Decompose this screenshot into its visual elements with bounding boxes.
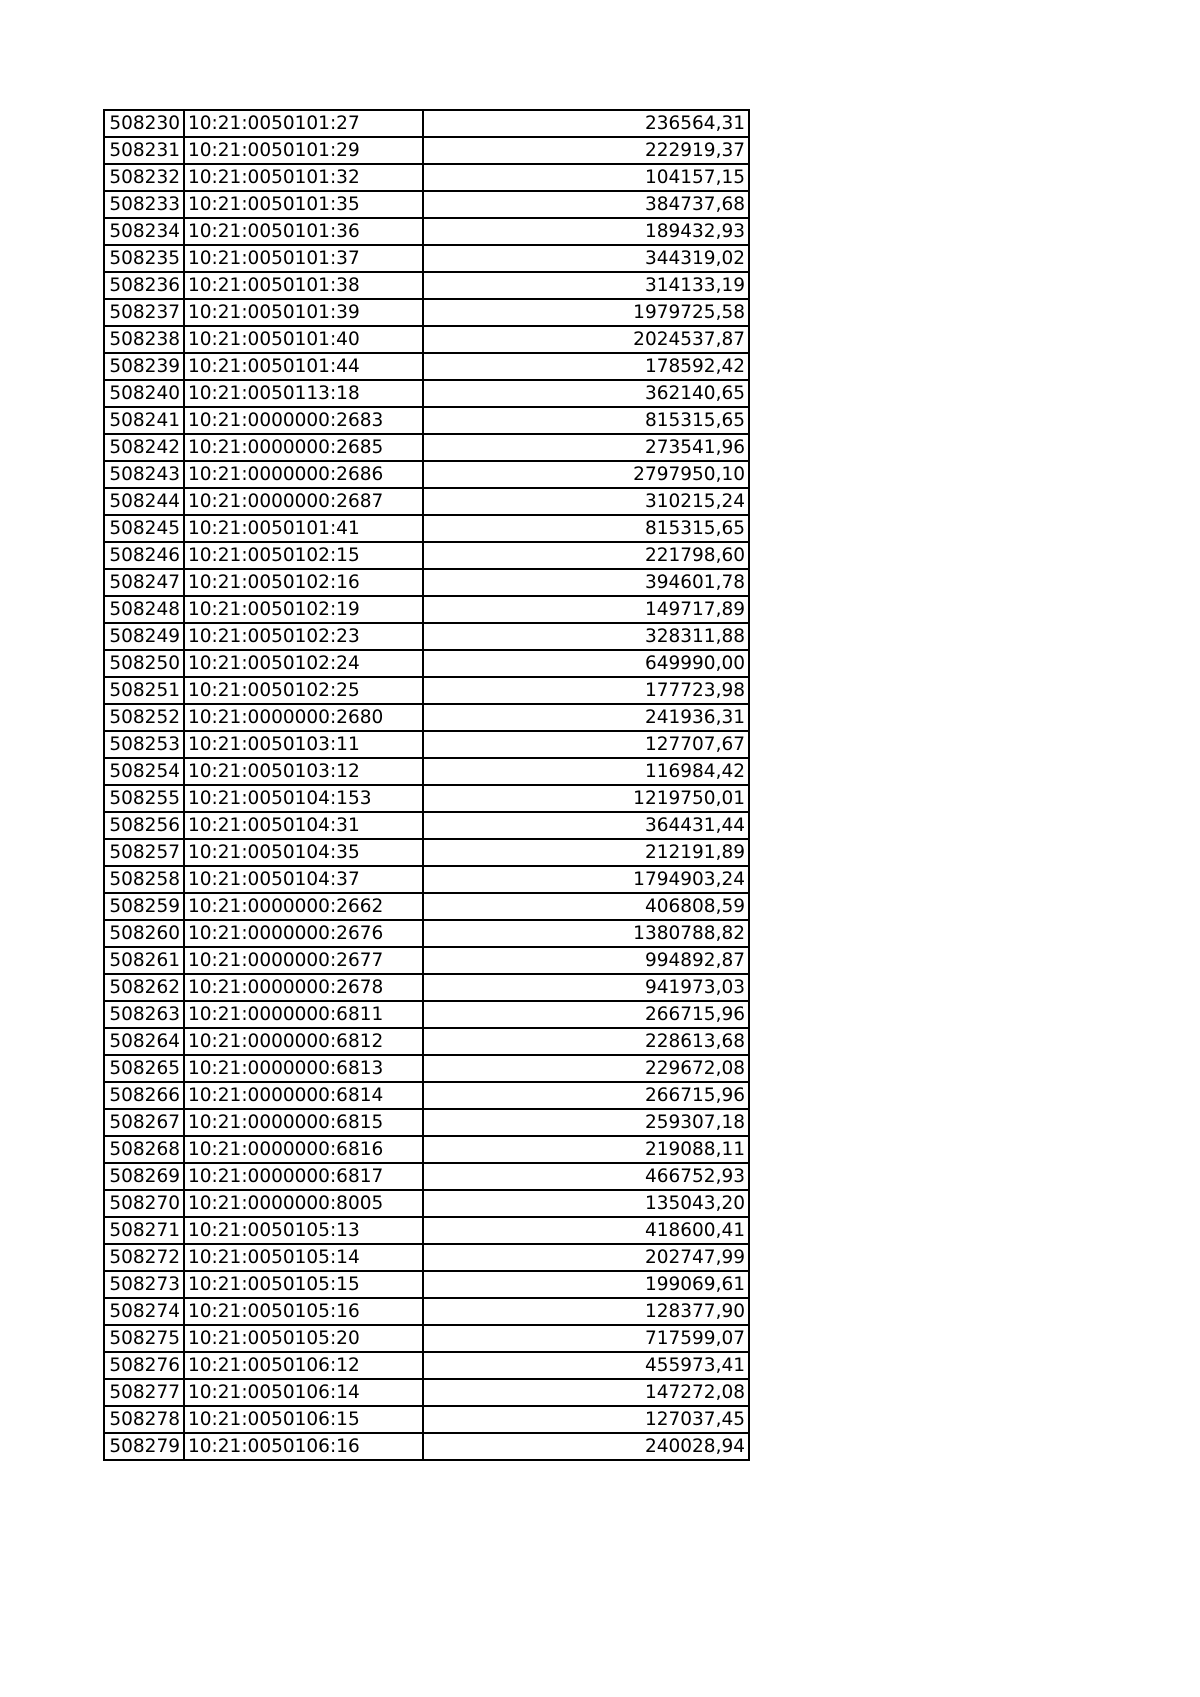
table-row xyxy=(104,515,749,542)
value-cell: 202747,99 xyxy=(423,1244,749,1271)
row-id-cell: 508245 xyxy=(104,515,184,542)
row-id-cell: 508277 xyxy=(104,1379,184,1406)
table-body xyxy=(104,110,749,1460)
table-row xyxy=(104,812,749,839)
row-id-cell: 508267 xyxy=(104,1109,184,1136)
row-id-cell: 508262 xyxy=(104,974,184,1001)
table-row xyxy=(104,218,749,245)
table-row xyxy=(104,326,749,353)
value-cell: 266715,96 xyxy=(423,1082,749,1109)
table-row xyxy=(104,299,749,326)
cadastral-number-cell: 10:21:0000000:8005 xyxy=(184,1190,423,1217)
cadastral-number-cell: 10:21:0050104:35 xyxy=(184,839,423,866)
value-cell: 384737,68 xyxy=(423,191,749,218)
value-cell: 222919,37 xyxy=(423,137,749,164)
table-row xyxy=(104,1001,749,1028)
value-cell: 273541,96 xyxy=(423,434,749,461)
table-row xyxy=(104,947,749,974)
value-cell: 418600,41 xyxy=(423,1217,749,1244)
value-cell: 104157,15 xyxy=(423,164,749,191)
row-id-cell: 508235 xyxy=(104,245,184,272)
value-cell: 236564,31 xyxy=(423,110,749,137)
value-cell: 240028,94 xyxy=(423,1433,749,1460)
cadastral-number-cell: 10:21:0000000:2678 xyxy=(184,974,423,1001)
value-cell: 310215,24 xyxy=(423,488,749,515)
row-id-cell: 508254 xyxy=(104,758,184,785)
row-id-cell: 508278 xyxy=(104,1406,184,1433)
cadastral-number-cell: 10:21:0050104:37 xyxy=(184,866,423,893)
cadastral-number-cell: 10:21:0000000:6812 xyxy=(184,1028,423,1055)
value-cell: 177723,98 xyxy=(423,677,749,704)
row-id-cell: 508279 xyxy=(104,1433,184,1460)
row-id-cell: 508271 xyxy=(104,1217,184,1244)
row-id-cell: 508270 xyxy=(104,1190,184,1217)
cadastral-number-cell: 10:21:0000000:6811 xyxy=(184,1001,423,1028)
value-cell: 2797950,10 xyxy=(423,461,749,488)
cadastral-number-cell: 10:21:0050101:40 xyxy=(184,326,423,353)
cadastral-number-cell: 10:21:0050104:31 xyxy=(184,812,423,839)
table-row xyxy=(104,839,749,866)
cadastral-number-cell: 10:21:0000000:2683 xyxy=(184,407,423,434)
cadastral-number-cell: 10:21:0000000:2685 xyxy=(184,434,423,461)
table-row xyxy=(104,1379,749,1406)
cadastral-number-cell: 10:21:0050101:41 xyxy=(184,515,423,542)
row-id-cell: 508237 xyxy=(104,299,184,326)
cadastral-number-cell: 10:21:0050105:15 xyxy=(184,1271,423,1298)
cadastral-number-cell: 10:21:0000000:6813 xyxy=(184,1055,423,1082)
table-row xyxy=(104,1406,749,1433)
row-id-cell: 508255 xyxy=(104,785,184,812)
row-id-cell: 508263 xyxy=(104,1001,184,1028)
row-id-cell: 508230 xyxy=(104,110,184,137)
table-row xyxy=(104,380,749,407)
value-cell: 815315,65 xyxy=(423,515,749,542)
cadastral-number-cell: 10:21:0050101:32 xyxy=(184,164,423,191)
cadastral-number-cell: 10:21:0050102:19 xyxy=(184,596,423,623)
row-id-cell: 508247 xyxy=(104,569,184,596)
value-cell: 212191,89 xyxy=(423,839,749,866)
cadastral-number-cell: 10:21:0050102:23 xyxy=(184,623,423,650)
table-row xyxy=(104,1244,749,1271)
table-row xyxy=(104,1028,749,1055)
value-cell: 178592,42 xyxy=(423,353,749,380)
row-id-cell: 508238 xyxy=(104,326,184,353)
cadastral-number-cell: 10:21:0050105:20 xyxy=(184,1325,423,1352)
value-cell: 128377,90 xyxy=(423,1298,749,1325)
value-cell: 219088,11 xyxy=(423,1136,749,1163)
value-cell: 199069,61 xyxy=(423,1271,749,1298)
cadastral-number-cell: 10:21:0050101:37 xyxy=(184,245,423,272)
value-cell: 394601,78 xyxy=(423,569,749,596)
value-cell: 344319,02 xyxy=(423,245,749,272)
row-id-cell: 508261 xyxy=(104,947,184,974)
cadastral-number-cell: 10:21:0000000:6817 xyxy=(184,1163,423,1190)
table-row xyxy=(104,650,749,677)
cadastral-number-cell: 10:21:0050105:13 xyxy=(184,1217,423,1244)
value-cell: 362140,65 xyxy=(423,380,749,407)
cadastral-number-cell: 10:21:0050106:16 xyxy=(184,1433,423,1460)
row-id-cell: 508256 xyxy=(104,812,184,839)
value-cell: 466752,93 xyxy=(423,1163,749,1190)
value-cell: 1794903,24 xyxy=(423,866,749,893)
cadastral-number-cell: 10:21:0050101:44 xyxy=(184,353,423,380)
value-cell: 649990,00 xyxy=(423,650,749,677)
cadastral-number-cell: 10:21:0050101:38 xyxy=(184,272,423,299)
table-row xyxy=(104,461,749,488)
value-cell: 994892,87 xyxy=(423,947,749,974)
table-row xyxy=(104,1271,749,1298)
value-cell: 241936,31 xyxy=(423,704,749,731)
row-id-cell: 508248 xyxy=(104,596,184,623)
row-id-cell: 508269 xyxy=(104,1163,184,1190)
table-row xyxy=(104,245,749,272)
cadastral-number-cell: 10:21:0000000:2676 xyxy=(184,920,423,947)
cadastral-number-cell: 10:21:0050102:15 xyxy=(184,542,423,569)
value-cell: 455973,41 xyxy=(423,1352,749,1379)
value-cell: 127037,45 xyxy=(423,1406,749,1433)
value-cell: 941973,03 xyxy=(423,974,749,1001)
table-row xyxy=(104,1082,749,1109)
row-id-cell: 508243 xyxy=(104,461,184,488)
table-row xyxy=(104,272,749,299)
row-id-cell: 508232 xyxy=(104,164,184,191)
table-row xyxy=(104,866,749,893)
table-row xyxy=(104,137,749,164)
cadastral-number-cell: 10:21:0000000:2686 xyxy=(184,461,423,488)
value-cell: 406808,59 xyxy=(423,893,749,920)
cadastral-number-cell: 10:21:0050104:153 xyxy=(184,785,423,812)
cadastral-number-cell: 10:21:0050103:12 xyxy=(184,758,423,785)
row-id-cell: 508249 xyxy=(104,623,184,650)
cadastral-number-cell: 10:21:0050105:14 xyxy=(184,1244,423,1271)
table-row xyxy=(104,1433,749,1460)
table-row xyxy=(104,920,749,947)
cadastral-number-cell: 10:21:0050102:25 xyxy=(184,677,423,704)
value-cell: 135043,20 xyxy=(423,1190,749,1217)
cadastral-number-cell: 10:21:0050102:16 xyxy=(184,569,423,596)
cadastral-number-cell: 10:21:0050102:24 xyxy=(184,650,423,677)
row-id-cell: 508257 xyxy=(104,839,184,866)
table-row xyxy=(104,1352,749,1379)
value-cell: 266715,96 xyxy=(423,1001,749,1028)
table-row xyxy=(104,758,749,785)
table-row xyxy=(104,704,749,731)
row-id-cell: 508272 xyxy=(104,1244,184,1271)
table-row xyxy=(104,1163,749,1190)
row-id-cell: 508259 xyxy=(104,893,184,920)
cadastral-number-cell: 10:21:0050101:27 xyxy=(184,110,423,137)
value-cell: 1380788,82 xyxy=(423,920,749,947)
value-cell: 221798,60 xyxy=(423,542,749,569)
table-row xyxy=(104,731,749,758)
row-id-cell: 508236 xyxy=(104,272,184,299)
table-row xyxy=(104,1325,749,1352)
row-id-cell: 508253 xyxy=(104,731,184,758)
value-cell: 717599,07 xyxy=(423,1325,749,1352)
cadastral-number-cell: 10:21:0000000:2680 xyxy=(184,704,423,731)
value-cell: 314133,19 xyxy=(423,272,749,299)
table-row xyxy=(104,1217,749,1244)
cadastral-value-table xyxy=(103,109,750,1461)
row-id-cell: 508251 xyxy=(104,677,184,704)
row-id-cell: 508241 xyxy=(104,407,184,434)
table-row xyxy=(104,974,749,1001)
row-id-cell: 508242 xyxy=(104,434,184,461)
table-row xyxy=(104,1136,749,1163)
value-cell: 228613,68 xyxy=(423,1028,749,1055)
row-id-cell: 508265 xyxy=(104,1055,184,1082)
row-id-cell: 508250 xyxy=(104,650,184,677)
table-row xyxy=(104,1055,749,1082)
value-cell: 815315,65 xyxy=(423,407,749,434)
cadastral-number-cell: 10:21:0050103:11 xyxy=(184,731,423,758)
row-id-cell: 508274 xyxy=(104,1298,184,1325)
cadastral-number-cell: 10:21:0050106:14 xyxy=(184,1379,423,1406)
row-id-cell: 508252 xyxy=(104,704,184,731)
table-row xyxy=(104,1298,749,1325)
value-cell: 116984,42 xyxy=(423,758,749,785)
cadastral-number-cell: 10:21:0000000:6816 xyxy=(184,1136,423,1163)
cadastral-number-cell: 10:21:0000000:2662 xyxy=(184,893,423,920)
value-cell: 147272,08 xyxy=(423,1379,749,1406)
cadastral-number-cell: 10:21:0000000:6815 xyxy=(184,1109,423,1136)
row-id-cell: 508268 xyxy=(104,1136,184,1163)
cadastral-number-cell: 10:21:0050106:15 xyxy=(184,1406,423,1433)
table-row xyxy=(104,785,749,812)
row-id-cell: 508258 xyxy=(104,866,184,893)
value-cell: 127707,67 xyxy=(423,731,749,758)
value-cell: 1979725,58 xyxy=(423,299,749,326)
cadastral-number-cell: 10:21:0050101:39 xyxy=(184,299,423,326)
cadastral-number-cell: 10:21:0050105:16 xyxy=(184,1298,423,1325)
table-row xyxy=(104,164,749,191)
row-id-cell: 508233 xyxy=(104,191,184,218)
value-cell: 229672,08 xyxy=(423,1055,749,1082)
table-row xyxy=(104,542,749,569)
value-cell: 2024537,87 xyxy=(423,326,749,353)
row-id-cell: 508234 xyxy=(104,218,184,245)
table-row xyxy=(104,110,749,137)
table-row xyxy=(104,407,749,434)
table-row xyxy=(104,191,749,218)
cadastral-number-cell: 10:21:0050101:29 xyxy=(184,137,423,164)
value-cell: 149717,89 xyxy=(423,596,749,623)
table-row xyxy=(104,596,749,623)
row-id-cell: 508266 xyxy=(104,1082,184,1109)
row-id-cell: 508275 xyxy=(104,1325,184,1352)
value-cell: 364431,44 xyxy=(423,812,749,839)
table-row xyxy=(104,893,749,920)
table-row xyxy=(104,353,749,380)
value-cell: 328311,88 xyxy=(423,623,749,650)
value-cell: 1219750,01 xyxy=(423,785,749,812)
row-id-cell: 508239 xyxy=(104,353,184,380)
table-row xyxy=(104,677,749,704)
row-id-cell: 508260 xyxy=(104,920,184,947)
row-id-cell: 508273 xyxy=(104,1271,184,1298)
table-row xyxy=(104,569,749,596)
row-id-cell: 508246 xyxy=(104,542,184,569)
cadastral-number-cell: 10:21:0050101:35 xyxy=(184,191,423,218)
table-row xyxy=(104,623,749,650)
cadastral-number-cell: 10:21:0000000:6814 xyxy=(184,1082,423,1109)
document-page xyxy=(103,109,750,1461)
table-row xyxy=(104,1109,749,1136)
cadastral-number-cell: 10:21:0000000:2687 xyxy=(184,488,423,515)
cadastral-number-cell: 10:21:0050113:18 xyxy=(184,380,423,407)
row-id-cell: 508240 xyxy=(104,380,184,407)
row-id-cell: 508231 xyxy=(104,137,184,164)
row-id-cell: 508276 xyxy=(104,1352,184,1379)
table-row xyxy=(104,488,749,515)
value-cell: 189432,93 xyxy=(423,218,749,245)
cadastral-number-cell: 10:21:0050101:36 xyxy=(184,218,423,245)
value-cell: 259307,18 xyxy=(423,1109,749,1136)
row-id-cell: 508244 xyxy=(104,488,184,515)
table-row xyxy=(104,434,749,461)
cadastral-number-cell: 10:21:0000000:2677 xyxy=(184,947,423,974)
table-row xyxy=(104,1190,749,1217)
row-id-cell: 508264 xyxy=(104,1028,184,1055)
cadastral-number-cell: 10:21:0050106:12 xyxy=(184,1352,423,1379)
